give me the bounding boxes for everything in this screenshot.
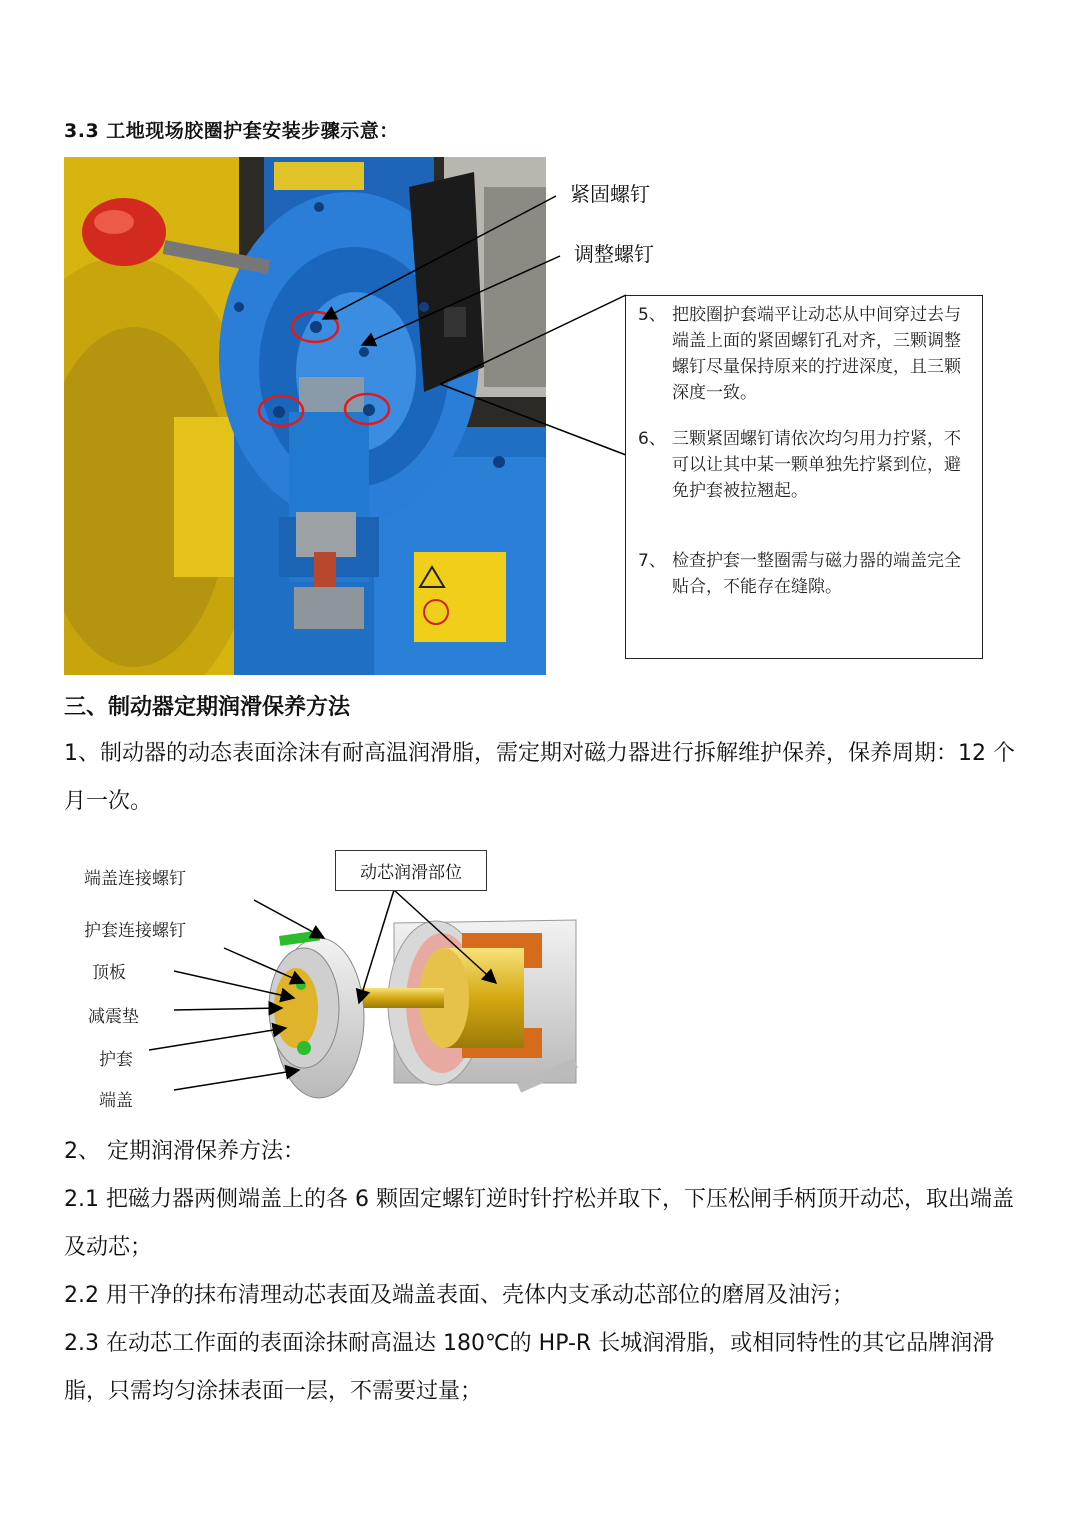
paragraph-2-3: 2.3 在动芯工作面的表面涂抹耐高温达 180℃的 HP-R 长城润滑脂，或相同特性的其它品牌润滑脂，只需均匀涂抹表面一层，不需要过量； (64, 1331, 995, 1404)
diagram-label: 护套连接螺钉 (84, 921, 186, 941)
step-item: 7、 检查护套一整圈需与磁力器的端盖完全贴合，不能存在缝隙。 (638, 551, 961, 597)
paragraph-2-2: 2.2 用干净的抹布清理动芯表面及端盖表面、壳体内支承动芯部位的磨屑及油污； (64, 1283, 854, 1308)
paragraph-1: 1、制动器的动态表面涂沫有耐高温润滑脂，需定期对磁力器进行拆解维护保养，保养周期：12 个月一次。 (64, 741, 1015, 814)
paragraph-2-1: 2.1 把磁力器两侧端盖上的各 6 颗固定螺钉逆时针拧松并取下，下压松闸手柄顶开动芯，取出端盖及动芯； (64, 1187, 1014, 1260)
diagram-label: 减震垫 (88, 1007, 139, 1027)
steps-box (625, 295, 983, 659)
diagram-label: 端盖 (99, 1091, 133, 1111)
adjusting-screw-label: 调整螺钉 (574, 242, 654, 266)
diagram-label: 端盖连接螺钉 (84, 869, 186, 889)
diagram-label: 顶板 (92, 963, 126, 983)
step-item: 5、 把胶圈护套端平让动芯从中间穿过去与端盖上面的紧固螺钉孔对齐，三颗调整螺钉尽量保持原来的拧进深度，且三颗深度一致。 (638, 305, 961, 403)
paragraph-2-title: 2、 定期润滑保养方法： (64, 1139, 305, 1164)
lubrication-area-box: 动芯润滑部位 (335, 850, 487, 891)
section-title: 3.3 工地现场胶圈护套安装步骤示意： (64, 120, 399, 142)
section-heading: 三、制动器定期润滑保养方法 (64, 695, 351, 720)
fastening-screw-label: 紧固螺钉 (570, 182, 650, 206)
diagram-label: 护套 (99, 1050, 133, 1070)
step-item: 6、 三颗紧固螺钉请依次均匀用力拧紧，不可以让其中某一颗单独先拧紧到位，避免护套被拉翘起。 (638, 429, 961, 501)
